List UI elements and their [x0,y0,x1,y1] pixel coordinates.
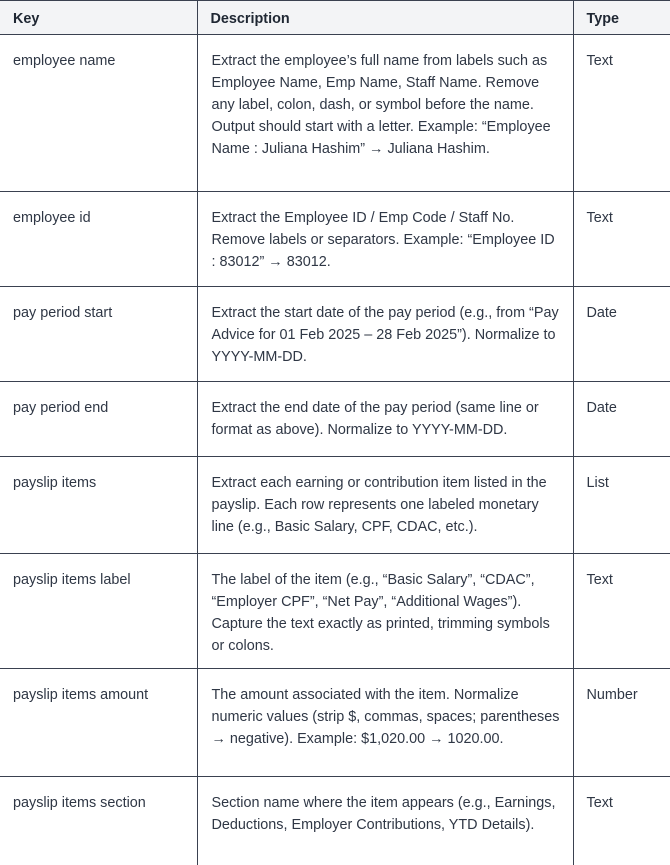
row-type: Date [573,382,670,457]
row-description: Extract the Employee ID / Emp Code / Staff No. Remove labels or separators. Example: “Employee ID : 83012” → 83012. [197,192,573,287]
row-key: payslip items label [0,554,197,669]
row-type: Text [573,35,670,192]
column-header-key: Key [0,1,197,35]
table-row [0,457,670,554]
row-description: Extract each earning or contribution item listed in the payslip. Each row represents one labeled monetary line (e.g., Basic Salary, CPF, CDAC, etc.). [197,457,573,554]
table-row [0,777,670,865]
row-key: payslip items [0,457,197,554]
row-description: Extract the end date of the pay period (same line or format as above). Normalize to YYYY-MM-DD. [197,382,573,457]
table-row [0,287,670,382]
table-row [0,382,670,457]
row-description: The amount associated with the item. Normalize numeric values (strip $, commas, spaces; parentheses → negative). Example: $1,020.00 → 1020.00. [197,669,573,777]
row-key: payslip items amount [0,669,197,777]
row-key: payslip items section [0,777,197,865]
row-key: pay period end [0,382,197,457]
row-type: List [573,457,670,554]
row-key: pay period start [0,287,197,382]
row-description: The label of the item (e.g., “Basic Salary”, “CDAC”, “Employer CPF”, “Net Pay”, “Additional Wages”). Capture the text exactly as printed, trimming symbols or colons. [197,554,573,669]
row-type: Number [573,669,670,777]
row-key: employee id [0,192,197,287]
row-type: Text [573,777,670,865]
column-header-description: Description [197,1,573,35]
row-key: employee name [0,35,197,192]
column-header-type: Type [573,1,670,35]
table-row [0,669,670,777]
table-row [0,35,670,192]
row-description: Section name where the item appears (e.g., Earnings, Deductions, Employer Contributions, YTD Details). [197,777,573,865]
table-row [0,192,670,287]
row-description: Extract the employee’s full name from labels such as Employee Name, Emp Name, Staff Name. Remove any label, colon, dash, or symbol before the name. Output should start with a letter. Example: “Employee Name : Juliana Hashim” → Juliana Hashim. [197,35,573,192]
row-description: Extract the start date of the pay period (e.g., from “Pay Advice for 01 Feb 2025 – 28 Feb 2025”). Normalize to YYYY-MM-DD. [197,287,573,382]
table-row [0,554,670,669]
row-type: Text [573,554,670,669]
table-header-row [0,1,670,35]
row-type: Date [573,287,670,382]
row-type: Text [573,192,670,287]
